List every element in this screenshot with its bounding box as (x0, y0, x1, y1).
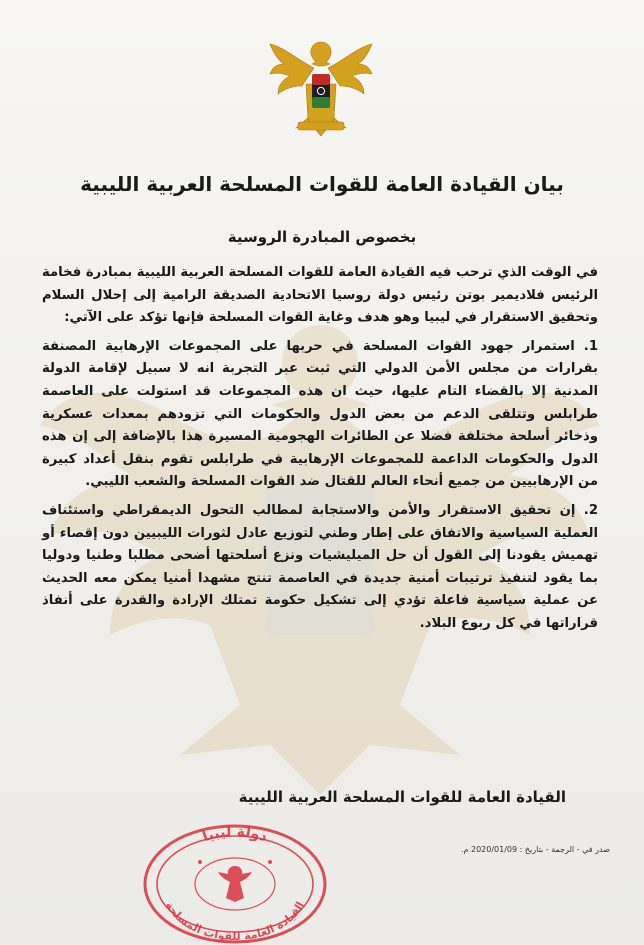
statement-subtitle: بخصوص المبادرة الروسية (227, 228, 417, 246)
intro-paragraph: في الوقت الذي ترحب فيه القيادة العامة للقوات المسلحة العربية الليبية بمبادرة فخامة الرئيس فلاديمير بوتن رئيس دولة روسيا الاتحادية الصديقة الرامية إلى إحلال السلام وتحقيق الاستقرار في ليبيا وهو هدف وغاية القوات المسلحة فإنها تؤكد على الآتي: (42, 265, 598, 326)
hawk-emblem-icon (268, 38, 374, 140)
stamp-bottom-text: القيادة العامة للقوات المسلحة (162, 899, 308, 944)
point-2: 2. إن تحقيق الاستقرار والأمن والاستجابة لمطالب التحول الديمقراطي واستئناف العملية السياسية والاتفاق على إطار وطني لتوزيع عادل لثورات الليبيين دون إقصاء أو تهميش يقودنا إلى القول أن حل الميليشيات ونزع أسلحتها أضحى مطلبا وطنيا ودوليا بما يقود لتنفيذ ترتيبات أمنية جديدة في العاصمة تنتج مشهدا أمنيا يمكن معه الحديث عن عملية سياسية فاعلة تؤدي إلى تشكيل حكومة تمتلك الإرادة والقدرة على أنفاذ قراراتها في كل ربوع البلاد. (42, 502, 598, 631)
signature-line: القيادة العامة للقوات المسلحة العربية الليبية (238, 788, 566, 806)
stamp-top-text: دولة ليبيا (200, 823, 270, 846)
official-stamp-icon (140, 822, 330, 945)
svg-text:دولة ليبيا (201, 824, 270, 845)
svg-text:القيادة العامة للقوات المسلحة (163, 899, 307, 943)
point-1: 1. استمرار جهود القوات المسلحة في حربها على المجموعات الإرهابية المصنفة بقرارات من مجلس الأمن الدولي التي ثبت عبر التجربة انه لا سبيل لإقامة الدولة المدنية إلا بالقضاء التام عليها، حيث ان هذه المجموعات قد استولت على العاصمة طرابلس وتتلقى الدعم من بعض الدول والحكومات التي تزودهم بمعدات عسكرية وذخائر أسلحة مختلفة فضلا عن الطائرات الهجومية المسيرة هذا بالإضافة إلى إن هذه الدول والحكومات الداعمة للمجموعات الإرهابية في طرابلس تقوم بنقل أعداد كبيرة من الإرهابيين من جميع أنحاء العالم للقتال ضد القوات المسلحة والشعب الليبي. (42, 338, 598, 490)
issued-line: صدر في - الرجمة - بتاريخ : 2020/01/09 م. (460, 845, 610, 854)
statement-title: بيان القيادة العامة للقوات المسلحة العربية الليبية (80, 172, 564, 196)
statement-body (42, 262, 598, 640)
